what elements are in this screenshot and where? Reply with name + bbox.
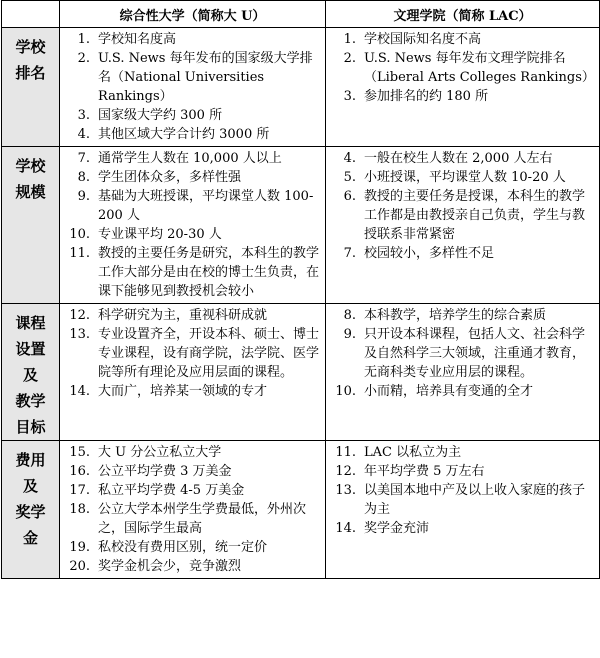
item-list <box>326 147 599 265</box>
list-item <box>62 168 321 187</box>
list-item <box>62 30 321 49</box>
list-item <box>62 500 321 538</box>
item-text: 学校国际知名度不高 <box>364 32 482 47</box>
item-number: 8. <box>343 308 356 323</box>
item-list <box>60 147 325 303</box>
list-item <box>62 187 321 225</box>
item-list <box>326 28 599 108</box>
row-label-part: 及 <box>22 477 38 495</box>
item-number: 16. <box>69 464 90 479</box>
item-list <box>326 304 599 403</box>
lac-cell <box>326 304 600 441</box>
lac-cell <box>326 147 600 304</box>
list-item <box>62 325 321 382</box>
item-number: 13. <box>335 483 356 498</box>
header-row <box>2 1 600 28</box>
item-text: 年平均学费 5 万左右 <box>364 464 485 479</box>
lac-cell <box>326 28 600 147</box>
list-item <box>62 125 321 144</box>
item-number: 15. <box>69 445 90 460</box>
list-item <box>62 557 321 576</box>
item-text: 通常学生人数在 10,000 人以上 <box>98 151 282 166</box>
item-number: 7. <box>77 151 90 166</box>
item-number: 10. <box>335 384 356 399</box>
header-blank <box>2 1 60 28</box>
university-cell <box>60 304 326 441</box>
item-text: 奖学金机会少，竞争激烈 <box>98 559 242 574</box>
item-number: 14. <box>335 521 356 536</box>
item-text: 以美国本地中产及以上收入家庭的孩子为主 <box>364 483 586 517</box>
item-text: 本科教学，培养学生的综合素质 <box>364 308 547 323</box>
row-label <box>2 304 60 441</box>
item-number: 11. <box>335 445 356 460</box>
item-number: 17. <box>69 483 90 498</box>
item-text: 公立大学本州学生学费最低，外州次之，国际学生最高 <box>98 502 307 536</box>
item-text: 奖学金充沛 <box>364 521 430 536</box>
item-list <box>60 28 325 146</box>
list-item <box>62 149 321 168</box>
item-number: 12. <box>69 308 90 323</box>
comparison-table <box>1 0 600 579</box>
list-item <box>328 49 595 87</box>
list-item <box>328 168 595 187</box>
list-item <box>328 519 595 538</box>
item-number: 8. <box>77 170 90 185</box>
row-label-part: 教学 <box>15 392 46 410</box>
item-text: 教授的主要任务是研究，本科生的教学工作大部分是由在校的博士生负责，在课下能够见到教授机会较小 <box>98 246 320 299</box>
row-label-part: 及 <box>22 366 38 384</box>
item-text: 小班授课，平均课堂人数 10-20 人 <box>364 170 566 185</box>
item-number: 3. <box>343 89 356 104</box>
list-item <box>328 149 595 168</box>
item-number: 13. <box>69 327 90 342</box>
item-text: 专业课平均 20-30 人 <box>98 227 222 242</box>
item-number: 11. <box>69 246 90 261</box>
item-number: 5. <box>343 170 356 185</box>
list-item <box>328 306 595 325</box>
item-number: 2. <box>343 51 356 66</box>
item-number: 19. <box>69 540 90 555</box>
row-label-part: 规模 <box>15 183 46 201</box>
item-number: 18. <box>69 502 90 517</box>
row-curriculum <box>2 304 600 441</box>
row-label-part: 奖学 <box>15 503 46 521</box>
list-item <box>62 244 321 301</box>
item-number: 1. <box>77 32 90 47</box>
item-text: 校园较小，多样性不足 <box>364 246 495 261</box>
item-number: 10. <box>69 227 90 242</box>
row-label <box>2 441 60 579</box>
list-item <box>328 462 595 481</box>
item-text: U.S. News 每年发布文理学院排名（Liberal Arts Colleges Rankings） <box>364 51 595 85</box>
item-number: 1. <box>343 32 356 47</box>
item-text: LAC 以私立为主 <box>364 445 462 460</box>
list-item <box>62 443 321 462</box>
item-text: 科学研究为主，重视科研成就 <box>98 308 268 323</box>
item-number: 2. <box>77 51 90 66</box>
list-item <box>62 106 321 125</box>
university-cell <box>60 441 326 579</box>
row-ranking <box>2 28 600 147</box>
item-list <box>60 304 325 403</box>
list-item <box>328 244 595 263</box>
item-text: 学校知名度高 <box>98 32 177 47</box>
list-item <box>62 49 321 106</box>
list-item <box>62 225 321 244</box>
list-item <box>328 481 595 519</box>
item-number: 14. <box>69 384 90 399</box>
row-label-part: 排名 <box>15 64 46 82</box>
item-text: 国家级大学约 300 所 <box>98 108 223 123</box>
list-item <box>62 538 321 557</box>
item-text: 私立平均学费 4-5 万美金 <box>98 483 245 498</box>
item-list <box>326 441 599 540</box>
row-label <box>2 147 60 304</box>
header-university: 综合性大学（简称大 U） <box>60 1 326 28</box>
item-text: 一般在校生人数在 2,000 人左右 <box>364 151 553 166</box>
item-text: 基础为大班授课，平均课堂人数 100-200 人 <box>98 189 314 223</box>
list-item <box>328 325 595 382</box>
item-number: 9. <box>77 189 90 204</box>
list-item <box>328 30 595 49</box>
item-number: 20. <box>69 559 90 574</box>
row-label-part: 课程 <box>15 314 46 332</box>
university-cell <box>60 147 326 304</box>
row-scale <box>2 147 600 304</box>
row-cost <box>2 441 600 579</box>
item-text: 公立平均学费 3 万美金 <box>98 464 232 479</box>
list-item <box>62 481 321 500</box>
item-text: 大而广，培养某一领域的专才 <box>98 384 268 399</box>
item-text: U.S. News 每年发布的国家级大学排名（National Universities Rankings） <box>98 51 313 104</box>
row-label-part: 学校 <box>15 38 46 56</box>
item-number: 4. <box>343 151 356 166</box>
list-item <box>62 462 321 481</box>
list-item <box>328 443 595 462</box>
item-text: 只开设本科课程，包括人文、社会科学及自然科学三大领域，注重通才教育，无商科类专业应用层的课程。 <box>364 327 586 380</box>
row-label-part: 设置 <box>15 340 46 358</box>
list-item <box>328 187 595 244</box>
list-item <box>328 87 595 106</box>
item-text: 大 U 分公立私立大学 <box>98 445 222 460</box>
item-number: 12. <box>335 464 356 479</box>
item-number: 9. <box>343 327 356 342</box>
row-label-part: 目标 <box>15 418 46 436</box>
list-item <box>62 382 321 401</box>
lac-cell <box>326 441 600 579</box>
item-text: 专业设置齐全，开设本科、硕士、博士专业课程，设有商学院，法学院、医学院等所有理论及应用层面的课程。 <box>98 327 320 380</box>
row-label <box>2 28 60 147</box>
item-text: 私校没有费用区别，统一定价 <box>98 540 268 555</box>
row-label-part: 学校 <box>15 157 46 175</box>
item-text: 小而精，培养具有变通的全才 <box>364 384 534 399</box>
header-lac: 文理学院（简称 LAC） <box>326 1 600 28</box>
row-label-part: 费用 <box>15 451 46 469</box>
list-item <box>62 306 321 325</box>
item-number: 4. <box>77 127 90 142</box>
list-item <box>328 382 595 401</box>
item-text: 教授的主要任务是授课，本科生的教学工作都是由教授亲自己负责，学生与教授联系非常紧密 <box>364 189 586 242</box>
item-text: 参加排名的约 180 所 <box>364 89 489 104</box>
item-number: 7. <box>343 246 356 261</box>
item-list <box>60 441 325 578</box>
item-number: 3. <box>77 108 90 123</box>
row-label-part: 金 <box>22 529 38 547</box>
item-number: 6. <box>343 189 356 204</box>
university-cell <box>60 28 326 147</box>
item-text: 其他区域大学合计约 3000 所 <box>98 127 270 142</box>
item-text: 学生团体众多，多样性强 <box>98 170 242 185</box>
